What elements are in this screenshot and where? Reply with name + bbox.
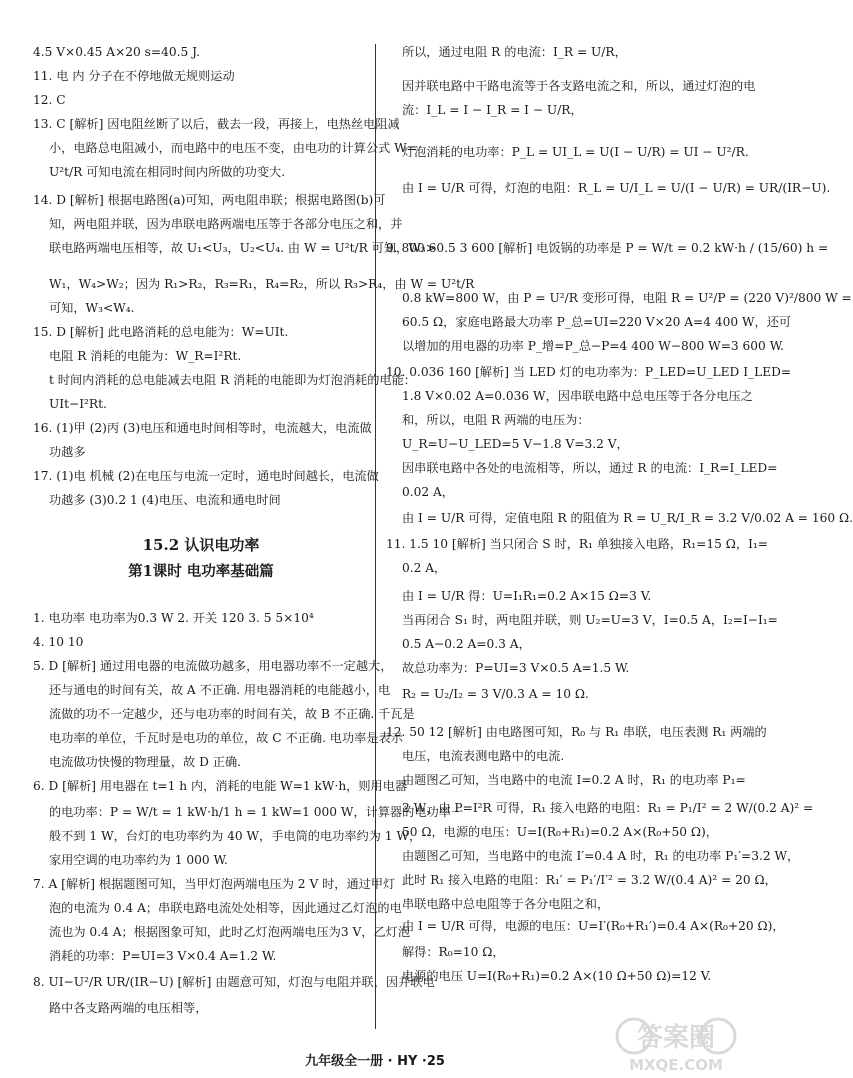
left-line: U²t/R 可知电流在相同时间内所做的功变大.: [49, 165, 286, 179]
watermark-top-text: 答案圈: [636, 1023, 716, 1053]
left-line: 流做的功不一定越少，还与电功率的时间有关，故 B 不正确. 千瓦是: [49, 707, 415, 721]
left-line: 1. 电功率 电功率为0.3 W 2. 开关 120 3. 5 5×10⁴: [33, 611, 314, 625]
left-line: 电流做功快慢的物理量，故 D 正确.: [49, 755, 242, 769]
right-line: 解得：R₀=10 Ω，: [402, 945, 505, 959]
right-line: 0.5 A−0.2 A=0.3 A，: [402, 637, 531, 651]
right-line: 当再闭合 S₁ 时，两电阻并联，则 U₂=U=3 V，I=0.5 A，I₂=I−I₁=: [402, 613, 778, 627]
right-line: 由题图乙可知，当电路中的电流 I′=0.4 A 时，R₁ 的电功率 P₁′=3.2 W，: [402, 849, 800, 863]
left-line: 小，电路总电阻减小，而电路中的电压不变，由电功的计算公式 W=: [49, 141, 417, 155]
right-line: 0.02 A，: [402, 485, 454, 499]
left-line: 流也为 0.4 A；根据图象可知，此时乙灯泡两端电压为3 V，乙灯泡: [49, 925, 411, 939]
right-line: R₂ = U₂/I₂ = 3 V/0.3 A = 10 Ω.: [402, 687, 589, 701]
right-line: 11. 1.5 10 [解析] 当只闭合 S 时，R₁ 单独接入电路，R₁=15 Ω，I₁=: [386, 537, 768, 551]
right-line: 由 I = U/R 得：U=I₁R₁=0.2 A×15 Ω=3 V.: [402, 589, 652, 603]
right-line: 流：I_L = I − I_R = I − U/R，: [402, 103, 583, 117]
left-line: 6. D [解析] 用电器在 t=1 h 内，消耗的电能 W=1 kW·h，则用电器: [33, 779, 408, 793]
left-line: 功越多 (3)0.2 1 (4)电压、电流和通电时间: [49, 493, 281, 507]
left-line: 7. A [解析] 根据题图可知，当甲灯泡两端电压为 2 V 时，通过甲灯: [33, 877, 396, 891]
left-line: 电阻 R 消耗的电能为：W_R=I²Rt.: [49, 349, 242, 363]
left-line: 知，两电阻并联，因为串联电路两端电压等于各部分电压之和，并: [49, 217, 403, 231]
page-footer: 九年级全一册 · HY ·25: [305, 1054, 445, 1069]
watermark-logo: [612, 1010, 740, 1074]
right-line: 12. 50 12 [解析] 由电路图可知，R₀ 与 R₁ 串联，电压表测 R₁ 两端的: [386, 725, 767, 739]
right-line: 由 I = U/R 可得，灯泡的电阻：R_L = U/I_L = U/(I − U/R) = UR/(IR−U).: [402, 181, 831, 195]
right-line: U_R=U−U_LED=5 V−1.8 V=3.2 V，: [402, 437, 629, 451]
right-line: 60.5 Ω，家庭电路最大功率 P_总=UI=220 V×20 A=4 400 W，还可: [402, 315, 792, 329]
left-line: 般不到 1 W，台灯的电功率约为 40 W，手电筒的电功率约为 1 W，: [49, 829, 422, 843]
left-line: 4.5 V×0.45 A×20 s=40.5 J.: [33, 45, 200, 59]
left-line: 16. (1)甲 (2)丙 (3)电压和通电时间相等时，电流越大，电流做: [33, 421, 372, 435]
right-line: 和，所以，电阻 R 两端的电压为：: [402, 413, 590, 427]
right-line: 串联电路中总电阻等于各分电阻之和，: [402, 897, 610, 911]
right-line: 0.8 kW=800 W，由 P = U²/R 变形可得，电阻 R = U²/P = (220 V)²/800 W =: [402, 291, 852, 305]
left-line: 15. D [解析] 此电路消耗的总电能为：W=UIt.: [33, 325, 289, 339]
right-line: 由 I = U/R 可得，电源的电压：U=I′(R₀+R₁′)=0.4 A×(R₀+20 Ω)，: [402, 919, 785, 933]
right-line: 灯泡消耗的电功率：P_L = UI_L = U(I − U/R) = UI − U²/R.: [402, 145, 749, 159]
watermark-bottom-text: MXQE.COM: [629, 1056, 723, 1074]
left-line: 电功率的单位，千瓦时是电功的单位，故 C 不正确. 电功率是表示: [49, 731, 403, 745]
right-line: 1.8 V×0.02 A=0.036 W，因串联电路中总电压等于各分电压之: [402, 389, 753, 403]
left-line: 5. D [解析] 通过用电器的电流做功越多，用电器功率不一定越大，: [33, 659, 393, 673]
right-line: 由 I = U/R 可得，定值电阻 R 的阻值为 R = U_R/I_R = 3.2 V/0.02 A = 160 Ω.: [402, 511, 853, 525]
left-line: 17. (1)电 机械 (2)在电压与电流一定时，通电时间越长，电流做: [33, 469, 379, 483]
right-line: 此时 R₁ 接入电路的电阻：R₁′ = P₁′/I′² = 3.2 W/(0.4 A)² = 20 Ω，: [402, 873, 777, 887]
left-line: 13. C [解析] 因电阻丝断了以后，截去一段，再接上，电热丝电阻减: [33, 117, 400, 131]
left-line: 家用空调的电功率约为 1 000 W.: [49, 853, 228, 867]
left-line: 泡的电流为 0.4 A；串联电路电流处处相等，因此通过乙灯泡的电: [49, 901, 402, 915]
left-line: 的电功率：P = W/t = 1 kW·h/1 h = 1 kW=1 000 W，计算器的电功率一: [49, 805, 464, 819]
right-line: 以增加的用电器的功率 P_增=P_总−P=4 400 W−800 W=3 600 W.: [402, 339, 784, 353]
right-line: 电压，电流表测电路中的电流.: [402, 749, 565, 763]
right-line: 9. 800 60.5 3 600 [解析] 电饭锅的功率是 P = W/t = 0.2 kW·h / (15/60) h =: [386, 241, 829, 255]
right-line: 由题图乙可知，当电路中的电流 I=0.2 A 时，R₁ 的电功率 P₁=: [402, 773, 746, 787]
right-line: 10. 0.036 160 [解析] 当 LED 灯的电功率为：P_LED=U_LED I_LED=: [386, 365, 792, 379]
right-line: 所以，通过电阻 R 的电流：I_R = U/R，: [402, 45, 627, 59]
left-line: 可知，W₃<W₄.: [49, 301, 135, 315]
right-line: 50 Ω，电源的电压：U=I(R₀+R₁)=0.2 A×(R₀+50 Ω)，: [402, 825, 718, 839]
left-line: t 时间内消耗的总电能减去电阻 R 消耗的电能即为灯泡消耗的电能：: [49, 373, 416, 387]
left-line: 消耗的功率：P=UI=3 V×0.4 A=1.2 W.: [49, 949, 277, 963]
section-title: 15.2 认识电功率: [142, 536, 260, 554]
left-line: 14. D [解析] 根据电路图(a)可知，两电阻串联；根据电路图(b)可: [33, 193, 386, 207]
lesson-title: 第1课时 电功率基础篇: [128, 563, 274, 580]
left-line: 路中各支路两端的电压相等，: [49, 1001, 208, 1015]
right-line: 故总功率为：P=UI=3 V×0.5 A=1.5 W.: [402, 661, 630, 675]
left-line: 12. C: [33, 93, 66, 107]
left-line: UIt−I²Rt.: [49, 397, 107, 411]
left-line: 11. 电 内 分子在不停地做无规则运动: [33, 69, 235, 83]
right-line: 2 W，由 P=I²R 可得，R₁ 接入电路的电阻：R₁ = P₁/I² = 2 W/(0.2 A)² =: [402, 801, 814, 815]
left-line: 8. UI−U²/R UR/(IR−U) [解析] 由题意可知，灯泡与电阻并联，因并联电: [33, 975, 435, 989]
right-line: 0.2 A，: [402, 561, 447, 575]
left-line: 联电路两端电压相等，故 U₁<U₃，U₂<U₄. 由 W = U²t/R 可知，W₃>: [49, 241, 436, 255]
right-line: 电源的电压 U=I(R₀+R₁)=0.2 A×(10 Ω+50 Ω)=12 V.: [402, 969, 712, 983]
left-line: 功越多: [49, 445, 86, 459]
left-line: 还与通电的时间有关，故 A 不正确. 用电器消耗的电能越小，电: [49, 683, 391, 697]
left-line: 4. 10 10: [33, 635, 84, 649]
left-line: W₁，W₄>W₂；因为 R₁>R₂，R₃=R₁，R₄=R₂，所以 R₃>R₄，由 W = U²t/R: [49, 277, 475, 291]
right-line: 因并联电路中干路电流等于各支路电流之和，所以，通过灯泡的电: [402, 79, 756, 93]
right-line: 因串联电路中各处的电流相等，所以，通过 R 的电流：I_R=I_LED=: [402, 461, 778, 475]
